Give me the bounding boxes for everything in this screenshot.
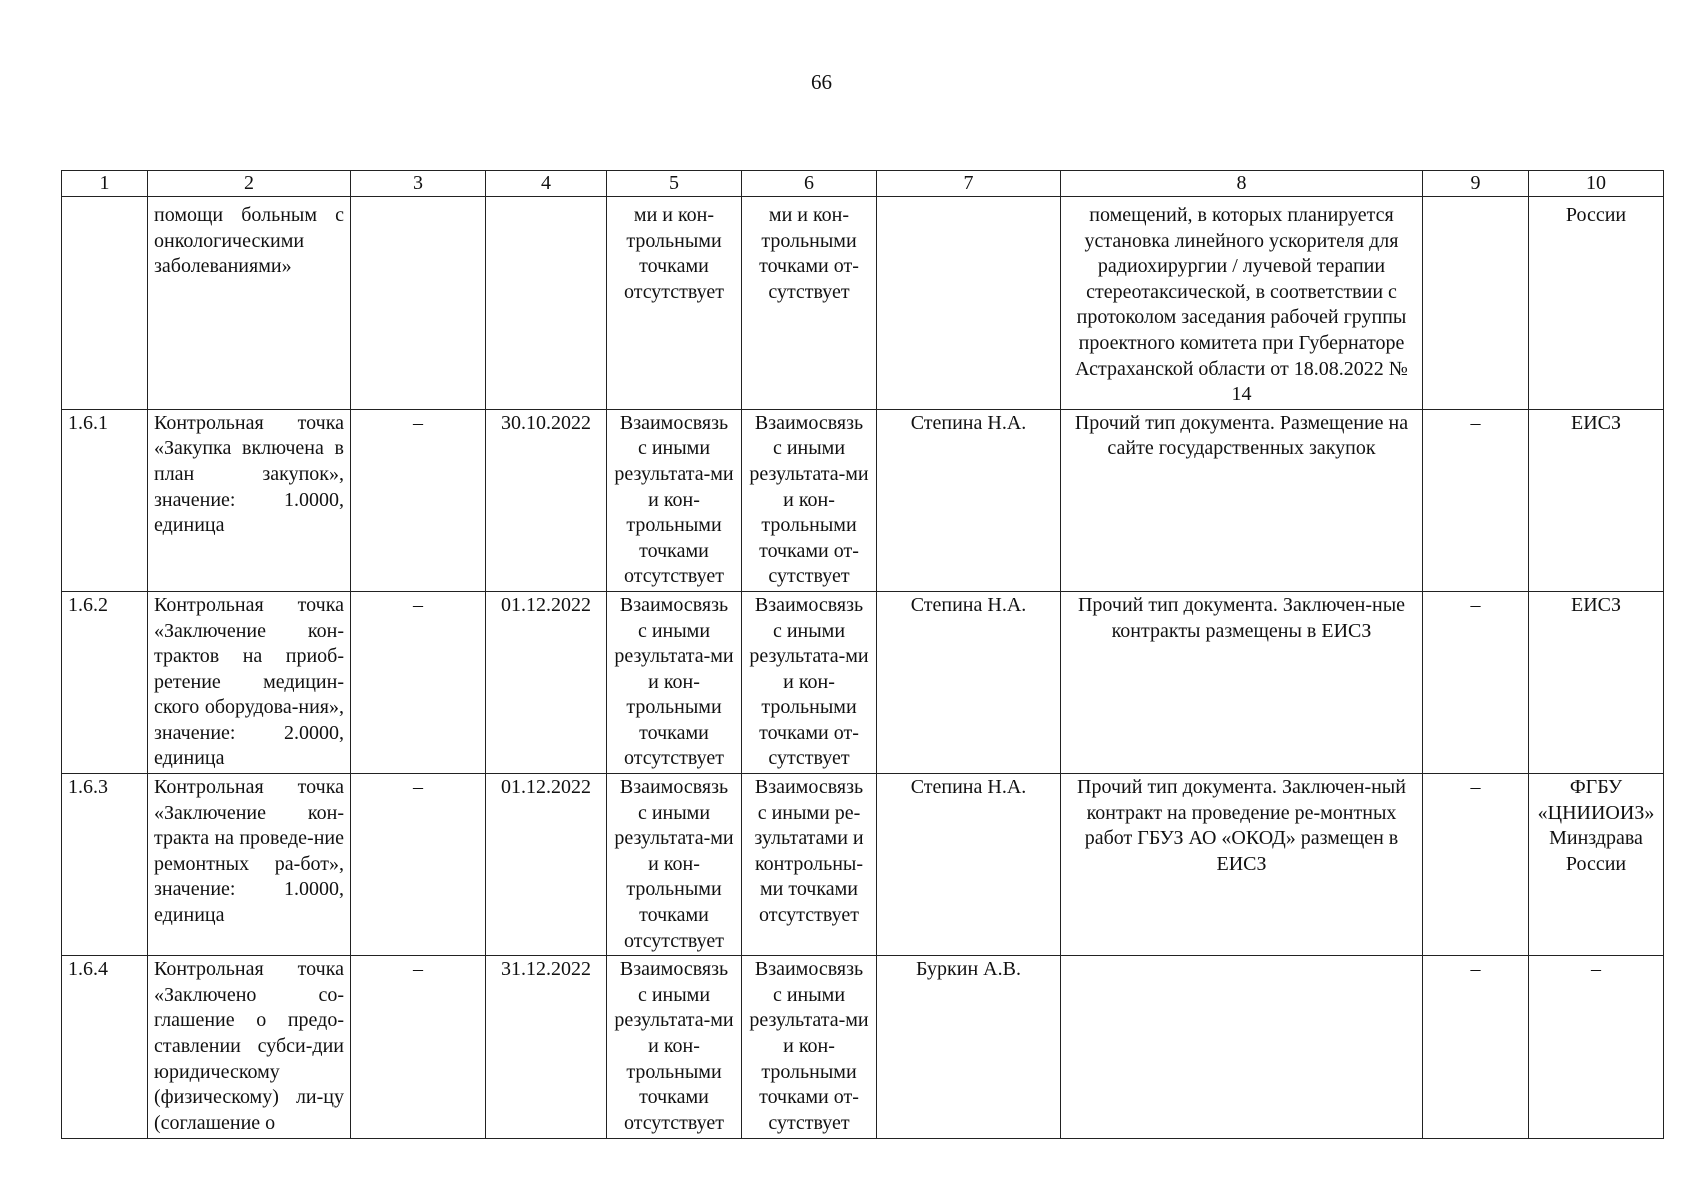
responsible-person: Степина Н.А. [877, 774, 1061, 956]
table-row [62, 197, 1664, 410]
due-date: 01.12.2022 [486, 774, 607, 956]
relation-previous: Взаимосвязь с иными результата-ми и кон-трольными точками отсутствует [607, 591, 742, 773]
table-row [62, 409, 1664, 591]
info-system: – [1529, 956, 1664, 1139]
info-system: ФГБУ «ЦНИИОИЗ» Минздрава России [1529, 774, 1664, 956]
relation-previous: Взаимосвязь с иными результата-ми и кон-трольными точками отсутствует [607, 409, 742, 591]
document-type: помещений, в которых планируется установка линейного ускорителя для радиохирургии / лучевой терапии стереотаксической, в соответствии с протоколом заседания рабочей группы проектного комитета при Губернаторе Астраханской области от 18.08.2022 № 14 [1061, 197, 1423, 410]
row-number: 1.6.4 [62, 956, 148, 1139]
relation-next: Взаимосвязь с иными результата-ми и кон-трольными точками от-сутствует [742, 409, 877, 591]
column-header: 8 [1061, 171, 1423, 197]
relation-next: Взаимосвязь с иными результата-ми и кон-трольными точками от-сутствует [742, 956, 877, 1139]
due-date: 31.12.2022 [486, 956, 607, 1139]
column-header: 10 [1529, 171, 1664, 197]
table-row [62, 591, 1664, 773]
table-row [62, 774, 1664, 956]
info-system: России [1529, 197, 1664, 410]
due-date: 01.12.2022 [486, 591, 607, 773]
responsible-person: Буркин А.В. [877, 956, 1061, 1139]
control-points-table [61, 170, 1664, 1139]
row-number: 1.6.3 [62, 774, 148, 956]
control-point-name: Контрольная точка «Закупка включена в план закупок», значение: 1.0000, единица [148, 409, 351, 591]
due-date [486, 197, 607, 410]
column-header: 6 [742, 171, 877, 197]
responsible-person [877, 197, 1061, 410]
page-number: 66 [811, 70, 832, 94]
column-header: 7 [877, 171, 1061, 197]
column-header: 1 [62, 171, 148, 197]
control-point-name: Контрольная точка «Заключение кон-трактов на приоб-ретение медицин-ского оборудова-ния», значение: 2.0000, единица [148, 591, 351, 773]
due-date: 30.10.2022 [486, 409, 607, 591]
column-header: 5 [607, 171, 742, 197]
cell-col9 [1423, 197, 1529, 410]
cell-col3: – [351, 591, 486, 773]
relation-previous: Взаимосвязь с иными результата-ми и кон-трольными точками отсутствует [607, 774, 742, 956]
row-number: 1.6.2 [62, 591, 148, 773]
column-header: 2 [148, 171, 351, 197]
document-type: Прочий тип документа. Заключен-ные контракты размещены в ЕИСЗ [1061, 591, 1423, 773]
relation-next: ми и кон-трольными точками от-сутствует [742, 197, 877, 410]
cell-col3 [351, 197, 486, 410]
relation-previous: ми и кон-трольными точками отсутствует [607, 197, 742, 410]
relation-previous: Взаимосвязь с иными результата-ми и кон-трольными точками отсутствует [607, 956, 742, 1139]
row-number: 1.6.1 [62, 409, 148, 591]
column-header: 9 [1423, 171, 1529, 197]
control-point-name: Контрольная точка «Заключено со-глашение о предо-ставлении субси-дии юридическому (физическому) ли-цу (соглашение о [148, 956, 351, 1139]
cell-col9: – [1423, 774, 1529, 956]
document-type [1061, 956, 1423, 1139]
relation-next: Взаимосвязь с иными ре-зультатами и контрольны-ми точками отсутствует [742, 774, 877, 956]
row-number [62, 197, 148, 410]
info-system: ЕИСЗ [1529, 591, 1664, 773]
cell-col3: – [351, 409, 486, 591]
document-type: Прочий тип документа. Размещение на сайте государственных закупок [1061, 409, 1423, 591]
info-system: ЕИСЗ [1529, 409, 1664, 591]
cell-col9: – [1423, 956, 1529, 1139]
responsible-person: Степина Н.А. [877, 591, 1061, 773]
relation-next: Взаимосвязь с иными результата-ми и кон-трольными точками от-сутствует [742, 591, 877, 773]
column-number-row [62, 171, 1664, 197]
column-header: 3 [351, 171, 486, 197]
table-row [62, 956, 1664, 1139]
column-header: 4 [486, 171, 607, 197]
cell-col9: – [1423, 591, 1529, 773]
cell-col3: – [351, 956, 486, 1139]
control-point-name: Контрольная точка «Заключение кон-тракта на проведе-ние ремонтных ра-бот», значение: 1.0000, единица [148, 774, 351, 956]
control-point-name: помощи больным с онкологическими заболеваниями» [148, 197, 351, 410]
cell-col9: – [1423, 409, 1529, 591]
cell-col3: – [351, 774, 486, 956]
responsible-person: Степина Н.А. [877, 409, 1061, 591]
document-type: Прочий тип документа. Заключен-ный контракт на проведение ре-монтных работ ГБУЗ АО «ОКОД» размещен в ЕИСЗ [1061, 774, 1423, 956]
